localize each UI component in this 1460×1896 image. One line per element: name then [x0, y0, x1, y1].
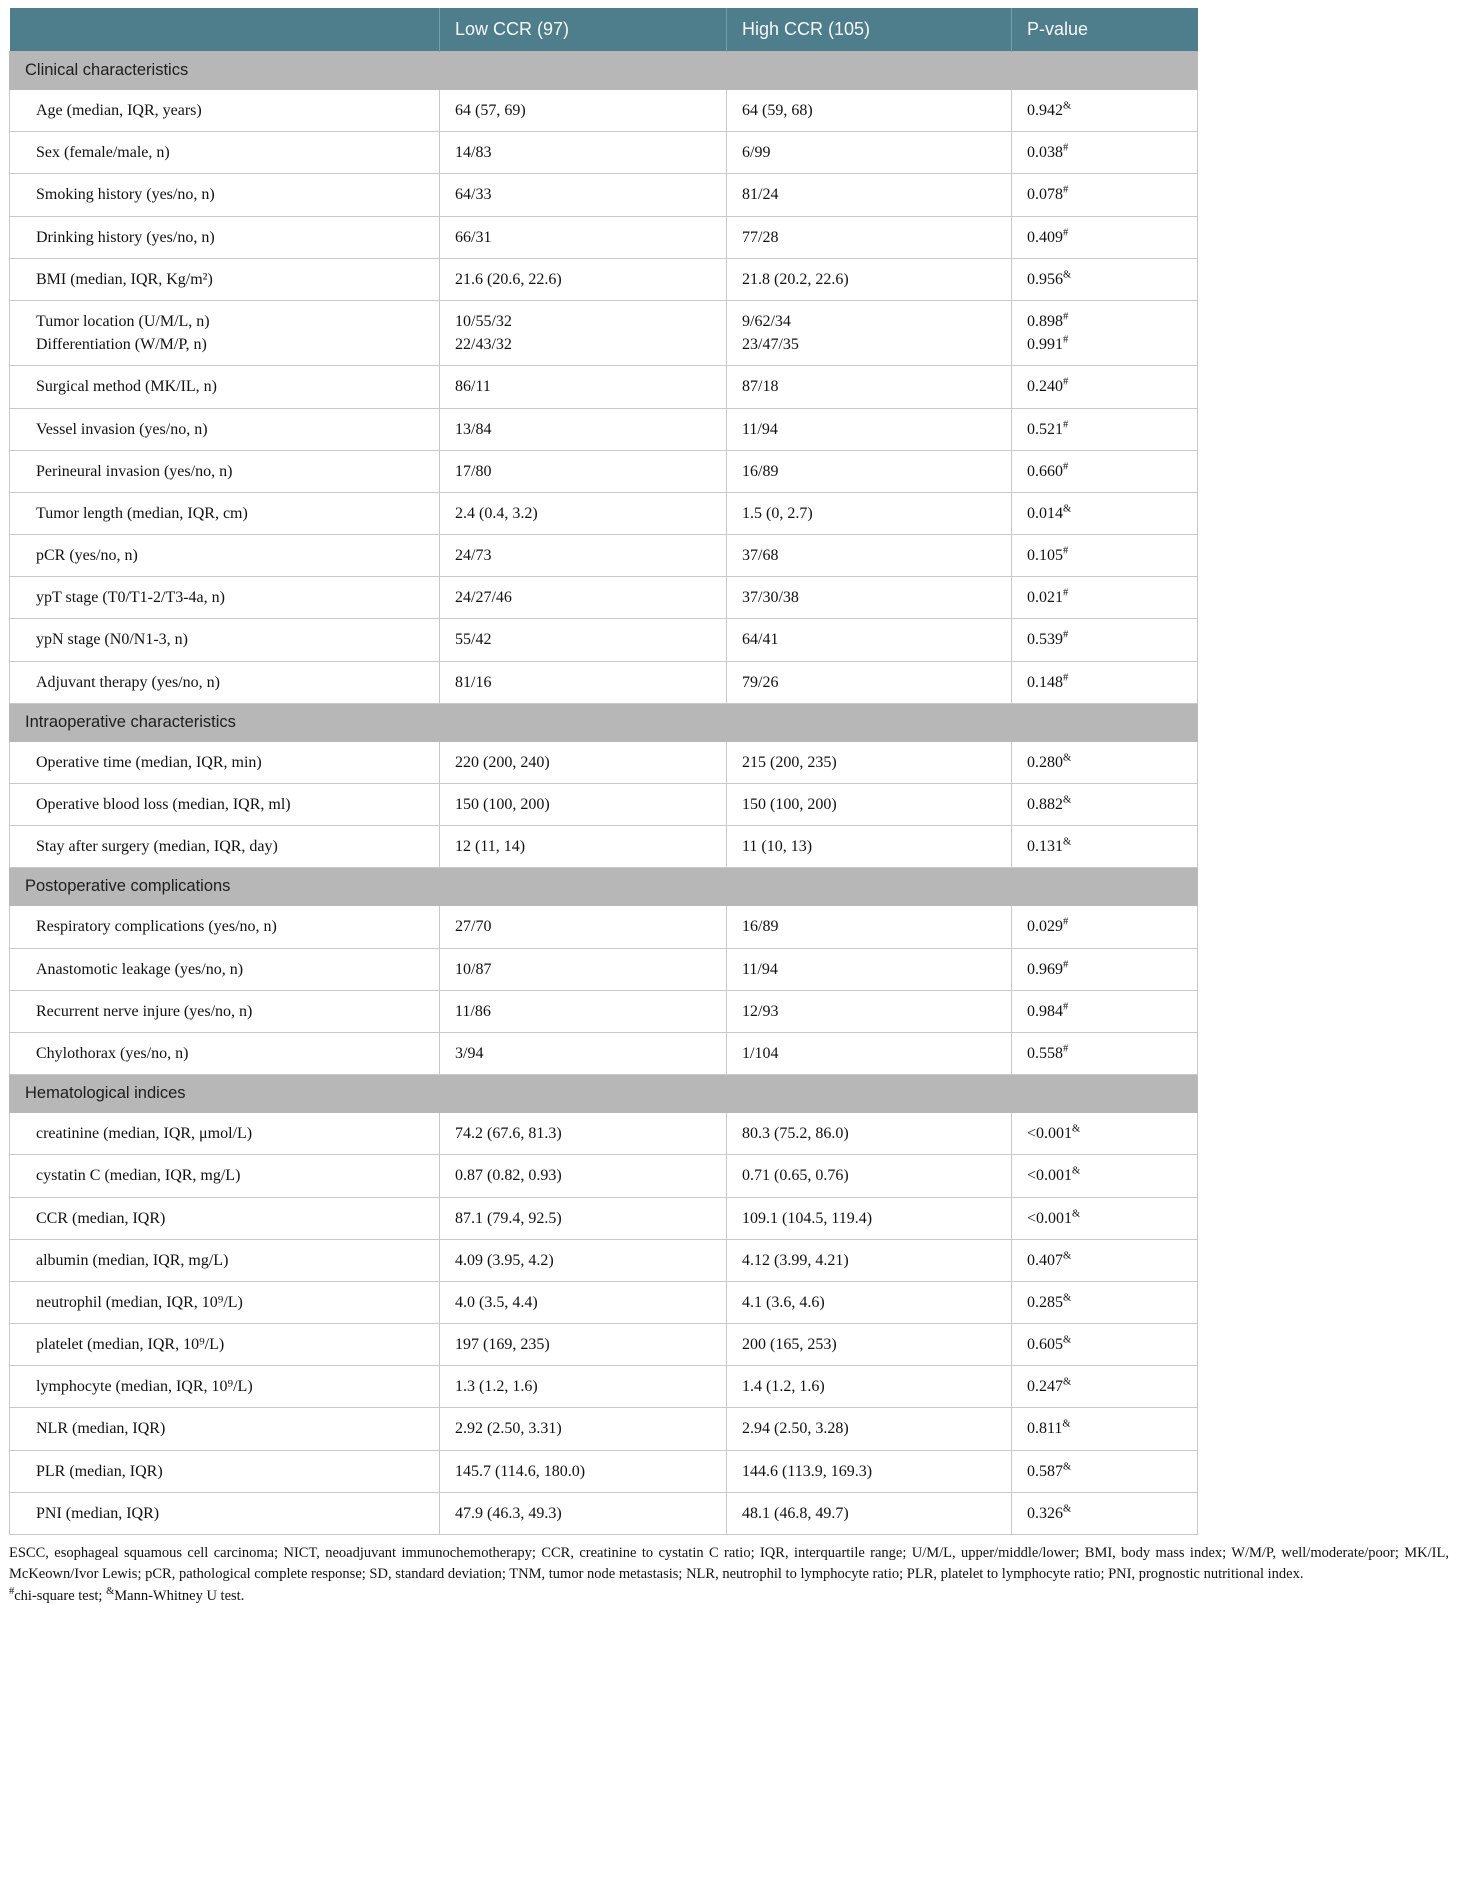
table-row	[10, 661, 1198, 703]
low-ccr-value: 21.6 (20.6, 22.6)	[440, 258, 727, 300]
high-ccr-value: 21.8 (20.2, 22.6)	[727, 258, 1012, 300]
low-ccr-value: 10/87	[440, 948, 727, 990]
row-label: Tumor length (median, IQR, cm)	[10, 492, 440, 534]
col-header-low-ccr: Low CCR (97)	[440, 8, 727, 52]
low-ccr-value: 87.1 (79.4, 92.5)	[440, 1197, 727, 1239]
low-ccr-value: 145.7 (114.6, 180.0)	[440, 1450, 727, 1492]
p-value: 0.660#	[1012, 450, 1198, 492]
high-ccr-value: 109.1 (104.5, 119.4)	[727, 1197, 1012, 1239]
table-row	[10, 1155, 1198, 1197]
row-label: Drinking history (yes/no, n)	[10, 216, 440, 258]
test-mark: &	[1063, 1376, 1072, 1388]
p-value: 0.029#	[1012, 906, 1198, 948]
row-label: CCR (median, IQR)	[10, 1197, 440, 1239]
test-mark: &	[1072, 1165, 1081, 1177]
low-ccr-value: 66/31	[440, 216, 727, 258]
footnote-abbreviations: ESCC, esophageal squamous cell carcinoma; NICT, neoadjuvant immunochemotherapy; CCR, creatinine to cystatin C ratio; IQR, interquartile range; U/M/L, upper/middle/lower; BMI, body mass index; W/M/P, well/moderate/poor; MK/IL, McKeown/Ivor Lewis; pCR, pathological complete response; SD, standard deviation; TNM, tumor node metastasis; NLR, neutrophil to lymphocyte ratio; PLR, platelet to lymphocyte ratio; PNI, prognostic nutritional index.	[9, 1545, 1449, 1583]
high-ccr-value: 16/89	[727, 450, 1012, 492]
row-label: albumin (median, IQR, mg/L)	[10, 1239, 440, 1281]
table-row	[10, 1032, 1198, 1074]
p-value: 0.240#	[1012, 366, 1198, 408]
table-row	[10, 1281, 1198, 1323]
high-ccr-value: 150 (100, 200)	[727, 784, 1012, 826]
p-value: <0.001&	[1012, 1155, 1198, 1197]
test-mark: #	[1063, 917, 1069, 929]
table-row	[10, 619, 1198, 661]
table-row	[10, 174, 1198, 216]
p-value: 0.407&	[1012, 1239, 1198, 1281]
low-ccr-value: 11/86	[440, 990, 727, 1032]
row-label: Adjuvant therapy (yes/no, n)	[10, 661, 440, 703]
high-ccr-value: 48.1 (46.8, 49.7)	[727, 1492, 1012, 1534]
p-value: 0.587&	[1012, 1450, 1198, 1492]
p-value: 0.105#	[1012, 535, 1198, 577]
row-label: ypN stage (N0/N1-3, n)	[10, 619, 440, 661]
high-ccr-value: 144.6 (113.9, 169.3)	[727, 1450, 1012, 1492]
row-label: ypT stage (T0/T1-2/T3-4a, n)	[10, 577, 440, 619]
test-mark: #	[1063, 672, 1069, 684]
row-label: cystatin C (median, IQR, mg/L)	[10, 1155, 440, 1197]
comparison-table	[9, 8, 1198, 1535]
table-row	[10, 948, 1198, 990]
test-mark: &	[1063, 836, 1072, 848]
test-mark: &	[1063, 1250, 1072, 1262]
test-mark: #	[1063, 1001, 1069, 1013]
low-ccr-value: 13/84	[440, 408, 727, 450]
table-row	[10, 741, 1198, 783]
test-mark: #	[1063, 334, 1069, 346]
test-mark: &	[106, 1586, 115, 1598]
test-mark: #	[1063, 1043, 1069, 1055]
high-ccr-value: 1.5 (0, 2.7)	[727, 492, 1012, 534]
p-value: 0.539#	[1012, 619, 1198, 661]
p-value: 0.285&	[1012, 1281, 1198, 1323]
low-ccr-value: 0.87 (0.82, 0.93)	[440, 1155, 727, 1197]
low-ccr-value: 14/83	[440, 132, 727, 174]
section-row	[10, 703, 1198, 741]
low-ccr-value: 10/55/32 22/43/32	[440, 300, 727, 365]
table-row	[10, 366, 1198, 408]
test-mark: &	[1063, 269, 1072, 281]
row-label: NLR (median, IQR)	[10, 1408, 440, 1450]
section-title: Hematological indices	[10, 1075, 1198, 1113]
table-row	[10, 216, 1198, 258]
high-ccr-value: 12/93	[727, 990, 1012, 1032]
low-ccr-value: 47.9 (46.3, 49.3)	[440, 1492, 727, 1534]
test-mark: #	[1063, 587, 1069, 599]
row-label: Stay after surgery (median, IQR, day)	[10, 826, 440, 868]
test-mark: #	[1063, 630, 1069, 642]
p-value: 0.521#	[1012, 408, 1198, 450]
test-mark: &	[1063, 794, 1072, 806]
high-ccr-value: 77/28	[727, 216, 1012, 258]
high-ccr-value: 37/68	[727, 535, 1012, 577]
section-title: Postoperative complications	[10, 868, 1198, 906]
row-label: platelet (median, IQR, 10⁹/L)	[10, 1324, 440, 1366]
row-label: Perineural invasion (yes/no, n)	[10, 450, 440, 492]
row-label: Respiratory complications (yes/no, n)	[10, 906, 440, 948]
high-ccr-value: 6/99	[727, 132, 1012, 174]
high-ccr-value: 11/94	[727, 408, 1012, 450]
row-label: lymphocyte (median, IQR, 10⁹/L)	[10, 1366, 440, 1408]
table-row	[10, 1492, 1198, 1534]
table-row	[10, 450, 1198, 492]
row-label: Age (median, IQR, years)	[10, 90, 440, 132]
high-ccr-value: 200 (165, 253)	[727, 1324, 1012, 1366]
low-ccr-value: 2.4 (0.4, 3.2)	[440, 492, 727, 534]
low-ccr-value: 86/11	[440, 366, 727, 408]
test-mark: #	[1063, 959, 1069, 971]
row-label: PNI (median, IQR)	[10, 1492, 440, 1534]
low-ccr-value: 64/33	[440, 174, 727, 216]
high-ccr-value: 1/104	[727, 1032, 1012, 1074]
p-value: 0.280&	[1012, 741, 1198, 783]
p-value: 0.605&	[1012, 1324, 1198, 1366]
row-label: Operative time (median, IQR, min)	[10, 741, 440, 783]
high-ccr-value: 64/41	[727, 619, 1012, 661]
p-value: 0.956&	[1012, 258, 1198, 300]
test-mark: &	[1063, 752, 1072, 764]
p-value: 0.409#	[1012, 216, 1198, 258]
high-ccr-value: 2.94 (2.50, 3.28)	[727, 1408, 1012, 1450]
table-row	[10, 535, 1198, 577]
high-ccr-value: 80.3 (75.2, 86.0)	[727, 1113, 1012, 1155]
p-value: 0.811&	[1012, 1408, 1198, 1450]
table-row	[10, 1408, 1198, 1450]
row-label: Smoking history (yes/no, n)	[10, 174, 440, 216]
high-ccr-value: 79/26	[727, 661, 1012, 703]
row-label: pCR (yes/no, n)	[10, 535, 440, 577]
table-row	[10, 990, 1198, 1032]
section-row	[10, 868, 1198, 906]
footnote-tests: #chi-square test; &Mann-Whitney U test.	[9, 1586, 245, 1604]
test-mark: &	[1063, 1461, 1072, 1473]
low-ccr-value: 24/27/46	[440, 577, 727, 619]
section-row	[10, 1075, 1198, 1113]
low-ccr-value: 24/73	[440, 535, 727, 577]
col-header-p-value: P-value	[1012, 8, 1198, 52]
test-mark: &	[1063, 100, 1072, 112]
p-value: 0.078#	[1012, 174, 1198, 216]
p-value: <0.001&	[1012, 1113, 1198, 1155]
table-row	[10, 826, 1198, 868]
row-label: Chylothorax (yes/no, n)	[10, 1032, 440, 1074]
p-value: 0.148#	[1012, 661, 1198, 703]
low-ccr-value: 27/70	[440, 906, 727, 948]
test-mark: &	[1072, 1123, 1081, 1135]
low-ccr-value: 17/80	[440, 450, 727, 492]
p-value: 0.326&	[1012, 1492, 1198, 1534]
p-value: 0.882&	[1012, 784, 1198, 826]
table-row	[10, 90, 1198, 132]
low-ccr-value: 64 (57, 69)	[440, 90, 727, 132]
row-label: Anastomotic leakage (yes/no, n)	[10, 948, 440, 990]
p-value: 0.898# 0.991#	[1012, 300, 1198, 365]
low-ccr-value: 220 (200, 240)	[440, 741, 727, 783]
section-row	[10, 52, 1198, 90]
footnotes	[9, 1543, 1449, 1607]
p-value: 0.969#	[1012, 948, 1198, 990]
low-ccr-value: 4.09 (3.95, 4.2)	[440, 1239, 727, 1281]
high-ccr-value: 215 (200, 235)	[727, 741, 1012, 783]
table-row	[10, 132, 1198, 174]
low-ccr-value: 3/94	[440, 1032, 727, 1074]
test-mark: #	[1063, 227, 1069, 239]
high-ccr-value: 81/24	[727, 174, 1012, 216]
low-ccr-value: 12 (11, 14)	[440, 826, 727, 868]
high-ccr-value: 64 (59, 68)	[727, 90, 1012, 132]
p-value: 0.038#	[1012, 132, 1198, 174]
table-row	[10, 784, 1198, 826]
low-ccr-value: 1.3 (1.2, 1.6)	[440, 1366, 727, 1408]
test-mark: &	[1063, 1292, 1072, 1304]
high-ccr-value: 4.12 (3.99, 4.21)	[727, 1239, 1012, 1281]
table-row	[10, 408, 1198, 450]
low-ccr-value: 74.2 (67.6, 81.3)	[440, 1113, 727, 1155]
low-ccr-value: 81/16	[440, 661, 727, 703]
col-header-empty	[10, 8, 440, 52]
test-mark: #	[1063, 461, 1069, 473]
high-ccr-value: 87/18	[727, 366, 1012, 408]
test-mark: &	[1063, 1503, 1072, 1515]
test-mark: &	[1062, 1419, 1071, 1431]
row-label: BMI (median, IQR, Kg/m²)	[10, 258, 440, 300]
row-label: Operative blood loss (median, IQR, ml)	[10, 784, 440, 826]
p-value: 0.014&	[1012, 492, 1198, 534]
row-label: Sex (female/male, n)	[10, 132, 440, 174]
test-mark: &	[1072, 1208, 1081, 1220]
high-ccr-value: 1.4 (1.2, 1.6)	[727, 1366, 1012, 1408]
table-row	[10, 492, 1198, 534]
table-row	[10, 1324, 1198, 1366]
low-ccr-value: 4.0 (3.5, 4.4)	[440, 1281, 727, 1323]
p-value: 0.131&	[1012, 826, 1198, 868]
high-ccr-value: 11 (10, 13)	[727, 826, 1012, 868]
high-ccr-value: 37/30/38	[727, 577, 1012, 619]
table-row	[10, 1366, 1198, 1408]
p-value: 0.247&	[1012, 1366, 1198, 1408]
p-value: 0.942&	[1012, 90, 1198, 132]
table-row	[10, 300, 1198, 365]
table-body	[10, 52, 1198, 1535]
section-title: Intraoperative characteristics	[10, 703, 1198, 741]
row-label: creatinine (median, IQR, μmol/L)	[10, 1113, 440, 1155]
table-row	[10, 1197, 1198, 1239]
row-label: Surgical method (MK/IL, n)	[10, 366, 440, 408]
test-mark: &	[1063, 503, 1072, 515]
row-label: neutrophil (median, IQR, 10⁹/L)	[10, 1281, 440, 1323]
p-value: 0.021#	[1012, 577, 1198, 619]
table-row	[10, 1113, 1198, 1155]
table-row	[10, 1239, 1198, 1281]
p-value: <0.001&	[1012, 1197, 1198, 1239]
test-mark: #	[1063, 142, 1069, 154]
test-mark: #	[1063, 545, 1069, 557]
p-value: 0.984#	[1012, 990, 1198, 1032]
row-label: Tumor location (U/M/L, n) Differentiation (W/M/P, n)	[10, 300, 440, 365]
low-ccr-value: 150 (100, 200)	[440, 784, 727, 826]
test-mark: #	[1063, 419, 1069, 431]
test-mark: #	[1063, 376, 1069, 388]
row-label: PLR (median, IQR)	[10, 1450, 440, 1492]
low-ccr-value: 55/42	[440, 619, 727, 661]
high-ccr-value: 0.71 (0.65, 0.76)	[727, 1155, 1012, 1197]
table-header-row	[10, 8, 1198, 52]
table-row	[10, 1450, 1198, 1492]
high-ccr-value: 11/94	[727, 948, 1012, 990]
table-row	[10, 906, 1198, 948]
low-ccr-value: 2.92 (2.50, 3.31)	[440, 1408, 727, 1450]
table-row	[10, 577, 1198, 619]
row-label: Vessel invasion (yes/no, n)	[10, 408, 440, 450]
section-title: Clinical characteristics	[10, 52, 1198, 90]
test-mark: &	[1063, 1334, 1072, 1346]
test-mark: #	[1063, 311, 1069, 323]
col-header-high-ccr: High CCR (105)	[727, 8, 1012, 52]
high-ccr-value: 16/89	[727, 906, 1012, 948]
row-label: Recurrent nerve injure (yes/no, n)	[10, 990, 440, 1032]
table-row	[10, 258, 1198, 300]
test-mark: #	[1063, 185, 1069, 197]
p-value: 0.558#	[1012, 1032, 1198, 1074]
high-ccr-value: 9/62/34 23/47/35	[727, 300, 1012, 365]
test-mark: #	[9, 1586, 15, 1598]
high-ccr-value: 4.1 (3.6, 4.6)	[727, 1281, 1012, 1323]
low-ccr-value: 197 (169, 235)	[440, 1324, 727, 1366]
